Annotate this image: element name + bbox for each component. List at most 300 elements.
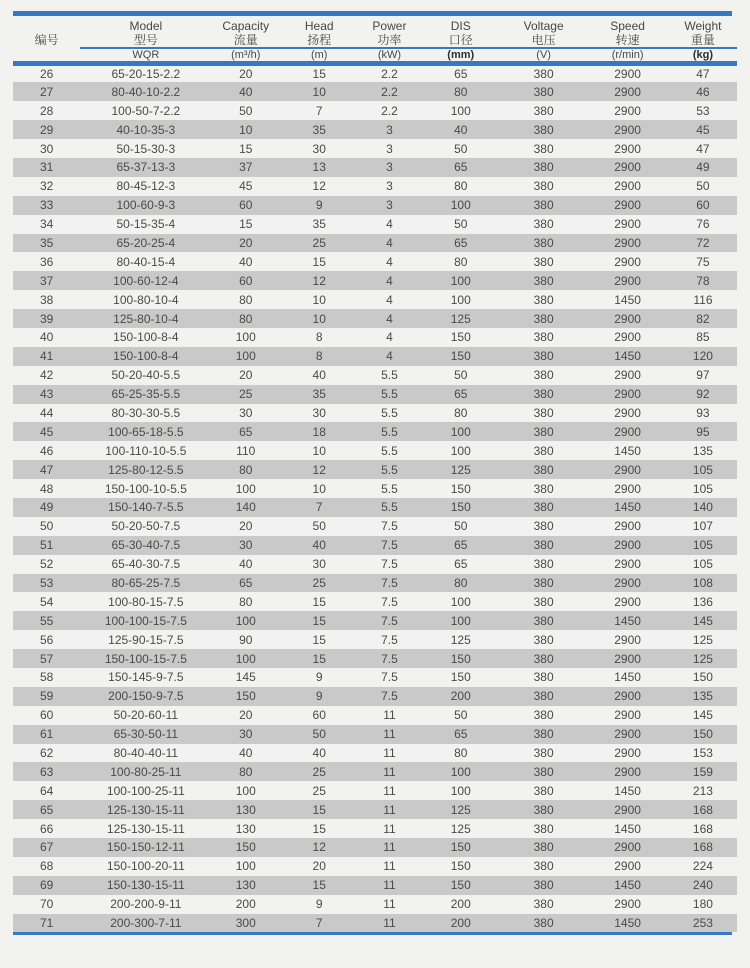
cell: 11 — [383, 897, 396, 912]
cell: 1450 — [614, 916, 641, 931]
table-row — [13, 876, 737, 895]
cell: 100 — [235, 349, 256, 364]
cell: 380 — [533, 67, 554, 82]
cell: 3 — [386, 179, 393, 194]
cell: 65 — [454, 727, 468, 742]
table-row — [13, 120, 737, 139]
cell: 150 — [450, 670, 471, 685]
cell: 20 — [239, 368, 253, 383]
cell: 380 — [533, 613, 554, 628]
cell: 80-30-30-5.5 — [111, 405, 181, 420]
cell: 7 — [315, 103, 323, 118]
cell: 150 — [450, 349, 471, 364]
cell: 253 — [692, 916, 713, 931]
cell: 11 — [383, 916, 396, 931]
cell: 43 — [39, 387, 54, 402]
cell: 15 — [312, 254, 326, 269]
cell: 50 — [454, 708, 468, 723]
cell: 10 — [312, 292, 326, 307]
cell: 50-20-40-5.5 — [111, 368, 181, 383]
cell: 37 — [39, 273, 54, 288]
cell: 65 — [39, 802, 54, 817]
cell: 72 — [696, 235, 710, 250]
cell: 240 — [692, 878, 713, 893]
table-row — [13, 82, 737, 101]
cell: 380 — [533, 500, 554, 515]
table-row — [13, 385, 737, 404]
table-row — [13, 536, 737, 555]
cell: 40 — [239, 254, 253, 269]
cell: 9 — [315, 670, 323, 685]
cell: 50 — [312, 519, 326, 534]
cell: 50-15-35-4 — [116, 217, 176, 232]
cell: 65 — [239, 424, 253, 439]
cell: 50 — [696, 179, 710, 194]
col-header-head — [280, 16, 358, 48]
table-row — [13, 914, 737, 933]
table-row — [13, 215, 737, 234]
cell: 10 — [312, 311, 326, 326]
cell: 97 — [696, 368, 710, 383]
cell: 380 — [533, 481, 554, 496]
cell: 100 — [235, 613, 256, 628]
unit-dis: (mm) — [421, 48, 501, 64]
cell: 150 — [450, 481, 471, 496]
col-header-speed — [586, 16, 669, 48]
cell: 20 — [239, 708, 253, 723]
table-row — [13, 819, 737, 838]
col-header-capacity-zh: 流量 — [233, 32, 258, 47]
cell: 15 — [312, 821, 326, 836]
cell: 20 — [239, 235, 253, 250]
table-row — [13, 422, 737, 441]
cell: 2900 — [614, 727, 641, 742]
cell: 15 — [312, 594, 326, 609]
cell: 100 — [235, 330, 256, 345]
table-row — [13, 574, 737, 593]
cell: 159 — [692, 764, 713, 779]
cell: 380 — [533, 405, 554, 420]
cell: 5.5 — [381, 500, 398, 515]
cell: 150 — [450, 878, 471, 893]
cell: 5.5 — [381, 481, 398, 496]
cell: 125 — [692, 632, 713, 647]
table-row — [13, 762, 737, 781]
cell: 10 — [239, 122, 253, 137]
cell: 15 — [239, 217, 253, 232]
table-row — [13, 309, 737, 328]
cell: 2900 — [614, 311, 641, 326]
unit-model-series: WQR — [80, 48, 211, 64]
cell: 2900 — [614, 103, 641, 118]
cell: 41 — [39, 349, 54, 364]
cell: 125 — [450, 802, 471, 817]
cell: 2900 — [614, 254, 641, 269]
cell: 50 — [239, 103, 253, 118]
cell: 150 — [692, 670, 713, 685]
cell: 1450 — [614, 292, 641, 307]
cell: 380 — [533, 802, 554, 817]
table-row — [13, 706, 737, 725]
cell: 40 — [312, 368, 326, 383]
table-row — [13, 800, 737, 819]
cell: 62 — [39, 746, 54, 760]
cell: 15 — [312, 802, 326, 817]
cell: 100-60-9-3 — [116, 198, 176, 213]
cell: 10 — [312, 443, 326, 458]
cell: 5.5 — [381, 443, 398, 458]
cell: 100-65-18-5.5 — [108, 424, 184, 439]
cell: 8 — [315, 349, 323, 364]
cell: 2900 — [614, 764, 641, 779]
cell: 2900 — [614, 122, 641, 137]
table-row — [13, 252, 737, 271]
cell: 69 — [39, 878, 54, 893]
cell: 65 — [454, 538, 468, 553]
cell: 11 — [383, 859, 396, 874]
cell: 380 — [533, 840, 554, 855]
cell: 11 — [383, 783, 396, 798]
cell: 200 — [450, 897, 471, 912]
cell: 40 — [312, 746, 326, 760]
cell: 68 — [39, 859, 54, 874]
cell: 80 — [454, 405, 468, 420]
cell: 50 — [454, 217, 468, 232]
cell: 37 — [239, 160, 253, 175]
cell: 100-80-15-7.5 — [108, 594, 184, 609]
cell: 45 — [696, 122, 710, 137]
cell: 70 — [39, 897, 54, 912]
cell: 10 — [312, 84, 326, 99]
cell: 80-40-40-11 — [113, 746, 179, 760]
cell: 1450 — [614, 821, 641, 836]
cell: 93 — [696, 405, 710, 420]
col-header-model-zh: 型号 — [133, 32, 158, 47]
cell: 60 — [239, 198, 253, 213]
cell: 150-100-8-4 — [113, 330, 179, 345]
cell: 125 — [450, 462, 471, 477]
cell: 116 — [693, 292, 713, 307]
cell: 105 — [692, 481, 713, 496]
table-row — [13, 404, 737, 423]
cell: 9 — [315, 198, 323, 213]
cell: 7.5 — [381, 670, 398, 685]
cell: 380 — [533, 292, 554, 307]
col-header-capacity-en: Capacity — [222, 18, 270, 33]
cell: 7.5 — [381, 594, 398, 609]
cell: 38 — [39, 292, 54, 307]
cell: 135 — [692, 689, 713, 704]
cell: 100-100-25-11 — [106, 783, 185, 798]
unit-speed: (r/min) — [586, 48, 669, 64]
cell: 2900 — [614, 538, 641, 553]
cell: 2900 — [614, 368, 641, 383]
cell: 66 — [39, 821, 54, 836]
cell: 7.5 — [381, 538, 398, 553]
cell: 4 — [386, 311, 393, 326]
cell: 380 — [533, 670, 554, 685]
cell: 125-80-10-4 — [113, 311, 179, 326]
cell: 65-30-50-11 — [113, 727, 179, 742]
cell: 4 — [386, 254, 393, 269]
cell: 50-15-30-3 — [116, 141, 176, 156]
cell: 168 — [692, 840, 713, 855]
cell: 224 — [692, 859, 713, 874]
cell: 136 — [692, 594, 713, 609]
cell: 36 — [39, 254, 54, 269]
cell: 15 — [312, 651, 326, 666]
table-row — [13, 611, 737, 630]
cell: 150 — [450, 651, 471, 666]
cell: 49 — [696, 160, 710, 175]
cell: 100-80-25-11 — [110, 764, 182, 779]
cell: 12 — [312, 840, 326, 855]
cell: 65-30-40-7.5 — [111, 538, 181, 553]
cell: 30 — [39, 141, 54, 156]
cell: 100 — [450, 273, 471, 288]
table-row — [13, 630, 737, 649]
cell: 100 — [450, 443, 471, 458]
col-header-dis — [421, 16, 501, 48]
cell: 53 — [696, 103, 710, 118]
cell: 120 — [692, 349, 713, 364]
cell: 380 — [533, 141, 554, 156]
table-row — [13, 838, 737, 857]
cell: 2900 — [614, 462, 641, 477]
unit-weight: (kg) — [669, 48, 737, 64]
cell: 380 — [533, 424, 554, 439]
cell: 125 — [450, 821, 471, 836]
table-row — [13, 517, 737, 536]
cell: 1450 — [614, 613, 641, 628]
cell: 50 — [454, 368, 468, 383]
cell: 11 — [383, 821, 396, 836]
cell: 80 — [454, 84, 468, 99]
cell: 125-130-15-11 — [106, 821, 185, 836]
cell: 7.5 — [381, 651, 398, 666]
cell: 145 — [692, 613, 713, 628]
table-row — [13, 441, 737, 460]
cell: 64 — [39, 783, 54, 798]
cell: 4 — [386, 349, 393, 364]
cell: 92 — [696, 387, 710, 402]
cell: 4 — [386, 235, 393, 250]
cell: 7.5 — [381, 557, 398, 572]
cell: 2900 — [614, 859, 641, 874]
col-header-head-zh: 扬程 — [307, 32, 332, 47]
cell: 3 — [386, 122, 393, 137]
cell: 11 — [383, 840, 396, 855]
cell: 65 — [454, 557, 468, 572]
cell: 11 — [383, 802, 396, 817]
cell: 25 — [312, 783, 326, 798]
cell: 2.2 — [381, 84, 398, 99]
cell: 2900 — [614, 746, 641, 760]
col-header-voltage-en: Voltage — [523, 18, 564, 33]
cell: 150-100-10-5.5 — [104, 481, 187, 496]
cell: 380 — [533, 84, 554, 99]
cell: 58 — [39, 670, 54, 685]
cell: 35 — [312, 122, 326, 137]
cell: 380 — [533, 462, 554, 477]
cell: 380 — [533, 689, 554, 704]
cell: 2900 — [614, 519, 641, 534]
cell: 25 — [312, 764, 326, 779]
cell: 1450 — [614, 670, 641, 685]
cell: 100 — [450, 424, 471, 439]
table-body — [13, 64, 737, 933]
cell: 380 — [533, 916, 554, 931]
cell: 2900 — [614, 424, 641, 439]
cell: 105 — [692, 462, 713, 477]
cell: 15 — [312, 613, 326, 628]
cell: 153 — [692, 746, 713, 760]
cell: 60 — [39, 708, 54, 723]
cell: 54 — [39, 594, 54, 609]
cell: 150-100-20-11 — [106, 859, 185, 874]
cell: 60 — [696, 198, 710, 213]
cell: 9 — [315, 689, 323, 704]
cell: 380 — [533, 651, 554, 666]
cell: 47 — [39, 462, 54, 477]
table-row — [13, 177, 737, 196]
cell: 26 — [39, 67, 54, 82]
cell: 110 — [236, 443, 256, 458]
cell: 11 — [383, 708, 396, 723]
cell: 80 — [239, 462, 253, 477]
cell: 150 — [235, 689, 256, 704]
cell: 40 — [239, 84, 253, 99]
cell: 80-45-12-3 — [116, 179, 176, 194]
cell: 65-37-13-3 — [116, 160, 176, 175]
cell: 25 — [312, 235, 326, 250]
cell: 2.2 — [381, 103, 398, 118]
cell: 71 — [39, 916, 54, 931]
cell: 100 — [450, 594, 471, 609]
col-header-head-en: Head — [304, 18, 334, 33]
cell: 45 — [39, 424, 54, 439]
cell: 180 — [692, 897, 713, 912]
cell: 42 — [39, 368, 54, 383]
cell: 4 — [386, 330, 393, 345]
cell: 380 — [533, 349, 554, 364]
cell: 49 — [39, 500, 54, 515]
cell: 25 — [239, 387, 253, 402]
cell: 15 — [312, 67, 326, 82]
cell: 2900 — [614, 405, 641, 420]
cell: 65 — [239, 575, 253, 590]
table-row — [13, 271, 737, 290]
pump-spec-table — [13, 11, 737, 935]
cell: 60 — [239, 273, 253, 288]
cell: 150-145-9-7.5 — [108, 670, 184, 685]
cell: 40 — [239, 557, 253, 572]
table-row — [13, 592, 737, 611]
cell: 20 — [239, 67, 253, 82]
cell: 100 — [450, 783, 471, 798]
cell: 380 — [533, 519, 554, 534]
cell: 12 — [312, 273, 326, 288]
table-row — [13, 196, 737, 215]
cell: 380 — [533, 783, 554, 798]
cell: 380 — [533, 897, 554, 912]
cell: 125 — [450, 632, 471, 647]
cell: 90 — [239, 632, 253, 647]
cell: 50 — [454, 141, 468, 156]
cell: 2900 — [614, 594, 641, 609]
cell: 82 — [696, 311, 710, 326]
cell: 5.5 — [381, 405, 398, 420]
cell: 48 — [39, 481, 54, 496]
cell: 200-300-7-11 — [110, 916, 182, 931]
cell: 2900 — [614, 67, 641, 82]
col-header-dis-en: DIS — [450, 18, 471, 33]
cell: 100 — [450, 103, 471, 118]
cell: 380 — [533, 160, 554, 175]
table-row — [13, 744, 737, 763]
cell: 380 — [533, 368, 554, 383]
cell: 65 — [454, 387, 468, 402]
cell: 130 — [235, 802, 256, 817]
unit-capacity: (m³/h) — [211, 48, 280, 64]
cell: 125 — [692, 651, 713, 666]
col-header-speed-en: Speed — [610, 18, 645, 33]
cell: 8 — [315, 330, 323, 345]
cell: 2900 — [614, 689, 641, 704]
cell: 80 — [454, 746, 468, 760]
cell: 380 — [533, 311, 554, 326]
col-header-voltage-zh: 电压 — [531, 32, 556, 47]
table-row — [13, 725, 737, 744]
cell: 1450 — [614, 878, 641, 893]
cell: 380 — [533, 708, 554, 723]
cell: 213 — [692, 783, 713, 798]
cell: 11 — [383, 878, 396, 893]
cell: 380 — [533, 387, 554, 402]
cell: 2900 — [614, 802, 641, 817]
cell: 2900 — [614, 273, 641, 288]
cell: 150 — [235, 840, 256, 855]
cell: 80-65-25-7.5 — [111, 575, 181, 590]
cell: 25 — [312, 575, 326, 590]
cell: 4 — [386, 273, 393, 288]
cell: 7 — [315, 500, 323, 515]
cell: 2900 — [614, 481, 641, 496]
cell: 5.5 — [381, 462, 398, 477]
table-row — [13, 857, 737, 876]
cell: 2900 — [614, 179, 641, 194]
cell: 150 — [450, 859, 471, 874]
cell: 80-40-10-2.2 — [111, 84, 181, 99]
cell: 7.5 — [381, 575, 398, 590]
cell: 2900 — [614, 651, 641, 666]
cell: 34 — [39, 217, 54, 232]
cell: 168 — [692, 821, 713, 836]
cell: 60 — [312, 708, 326, 723]
cell: 100-60-12-4 — [113, 273, 179, 288]
cell: 200 — [450, 689, 471, 704]
cell: 3 — [386, 198, 393, 213]
cell: 52 — [39, 557, 54, 572]
cell: 67 — [39, 840, 54, 855]
cell: 100 — [235, 481, 256, 496]
cell: 80 — [239, 764, 253, 779]
cell: 130 — [235, 821, 256, 836]
cell: 78 — [696, 273, 710, 288]
cell: 150 — [450, 840, 471, 855]
table-header — [13, 16, 737, 64]
cell: 2900 — [614, 387, 641, 402]
